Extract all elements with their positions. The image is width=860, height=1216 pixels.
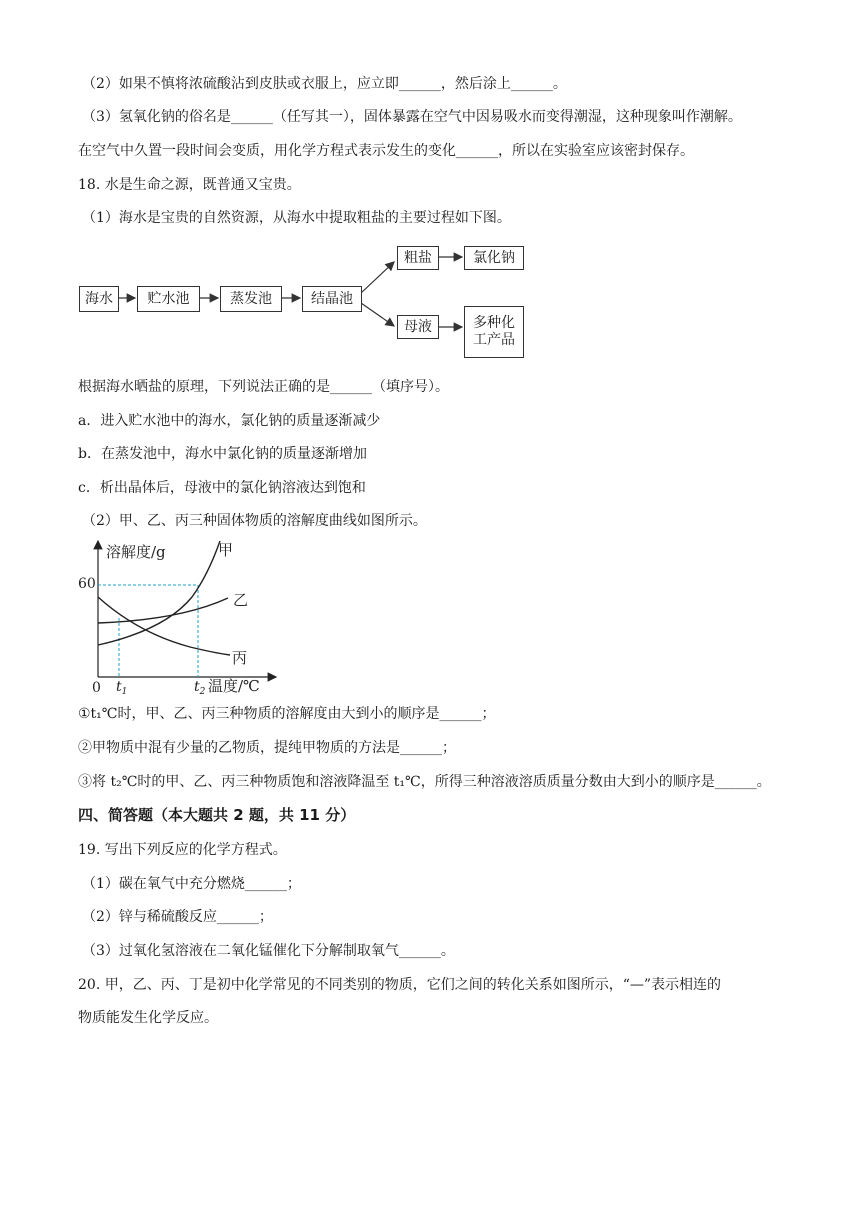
q18-option-c: c．析出晶体后，母液中的氯化钠溶液达到饱和 [78,480,366,496]
box-chemical-products [464,306,524,358]
curve-yi [98,598,228,623]
arrow-crystal-mother [361,303,394,326]
products-line1: 多种化 [473,315,515,331]
label-yi: 乙 [233,591,249,609]
section-4-heading: 四、简答题（本大题共 2 题，共 11 分） [78,806,356,824]
q20-line2: 物质能发生化学反应。 [78,1010,218,1026]
q18-sub3: ③将 t₂℃时的甲、乙、丙三种物质饱和溶液降温至 t₁℃，所得三种溶液溶质质量分数由大到小的顺序是______。 [78,774,771,790]
solubility-graph [70,535,290,700]
products-line2: 工产品 [473,332,515,348]
arrow-crystal-crude [361,262,394,293]
tick-60: 60 [78,576,96,592]
q19-part2: （2）锌与稀硫酸反应______； [82,909,273,925]
box-crystallization-pool: 结晶池 [302,286,362,312]
box-mother-liquor: 母液 [397,315,439,339]
q18-ask: 根据海水晒盐的原理，下列说法正确的是______（填序号）。 [78,379,449,395]
tick-t2: $t_2$ [194,679,206,697]
label-bing: 丙 [232,649,248,667]
q18-option-b: b．在蒸发池中，海水中氯化钠的质量逐渐增加 [78,446,367,462]
box-crude-salt: 粗盐 [397,246,439,270]
box-storage-pool: 贮水池 [137,286,200,312]
q20-line1: 20. 甲，乙、丙、丁是初中化学常见的不同类别的物质，它们之间的转化关系如图所示，“—”表示相连的 [78,977,722,993]
q17-part3-line2: 在空气中久置一段时间会变质，用化学方程式表示发生的变化______，所以在实验室应该密封保存。 [78,143,694,159]
q18-option-a: a．进入贮水池中的海水，氯化钠的质量逐渐减少 [78,413,381,429]
q18-part2: （2）甲、乙、丙三种固体物质的溶解度曲线如图所示。 [82,513,427,529]
box-sodium-chloride: 氯化钠 [464,246,524,270]
origin-label: 0 [92,680,101,696]
q19-part3: （3）过氧化氢溶液在二氧化锰催化下分解制取氧气______。 [82,943,455,959]
q19-part1: （1）碳在氧气中充分燃烧______； [82,876,301,892]
q18-sub2: ②甲物质中混有少量的乙物质，提纯甲物质的方法是______； [78,740,456,756]
q17-part3-line1: （3）氢氧化钠的俗名是______（任写其一），固体暴露在空气中因易吸水而变得潮湿，这种现象叫作潮解。 [82,109,742,125]
label-jia: 甲 [218,541,234,559]
x-axis-label: 温度/℃ [208,677,260,695]
q18-part1: （1）海水是宝贵的自然资源，从海水中提取粗盐的主要过程如下图。 [82,210,511,226]
y-axis-label: 溶解度/g [106,543,166,561]
tick-t1: $t_1$ [116,679,128,697]
q19-title: 19. 写出下列反应的化学方程式。 [78,842,287,858]
q17-part2: （2）如果不慎将浓硫酸沾到皮肤或衣服上，应立即______，然后涂上______。 [82,76,567,92]
box-seawater: 海水 [79,286,119,312]
q18-title: 18. 水是生命之源，既普通又宝贵。 [78,177,301,193]
q18-sub1: ①t₁℃时，甲、乙、丙三种物质的溶解度由大到小的顺序是______； [78,706,496,722]
box-evaporation-pool: 蒸发池 [220,286,282,312]
